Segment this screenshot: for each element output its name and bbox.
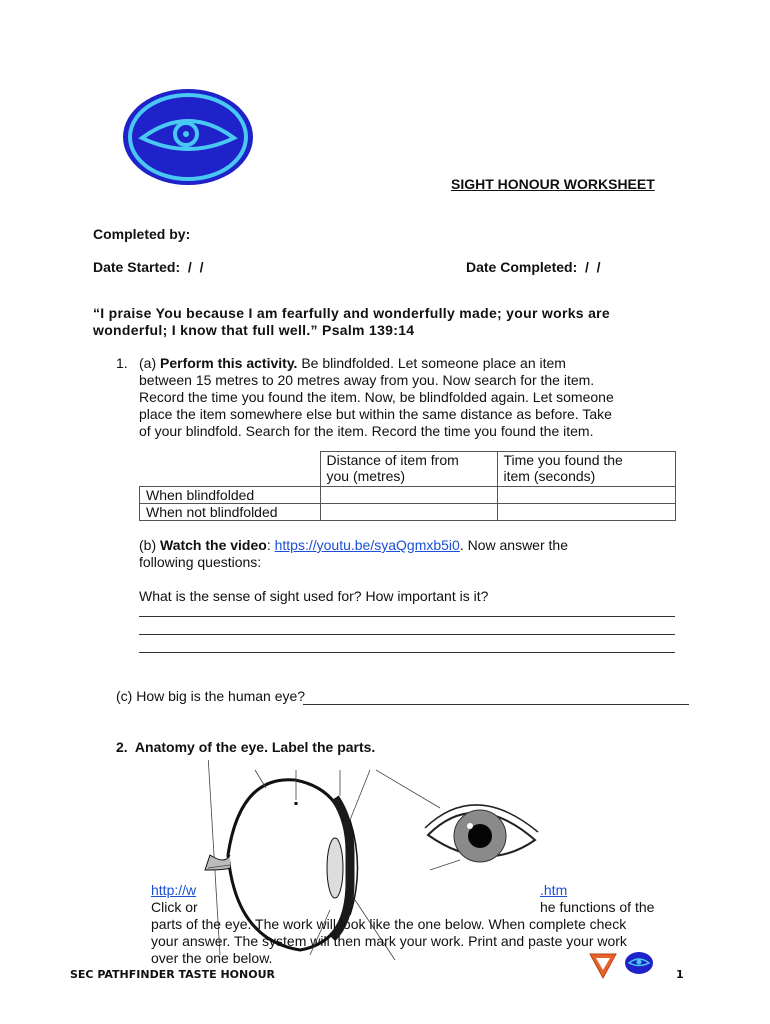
table-row (140, 487, 676, 504)
anatomy-link-end[interactable]: .htm (540, 882, 568, 898)
quote-line: “I praise You because I am fearfully and wonderfully made; your works are (93, 305, 610, 321)
q1-a-line: between 15 metres to 20 metres away from you. Now search for the item. (139, 372, 595, 388)
q2-line: parts of the eye. The work will look like the one below. When complete check (151, 916, 627, 932)
date-started-label: Date Started: / / (93, 259, 204, 275)
table-header: Distance of item from you (metres) (320, 452, 497, 487)
distance-cell[interactable] (320, 504, 497, 521)
q2-line: your answer. The system will then mark your work. Print and paste your work (151, 933, 627, 949)
page-number: 1 (676, 968, 684, 981)
q1-number: 1. (116, 355, 128, 371)
q1-b-prefix: (b) (139, 537, 160, 553)
q1-b-colon: : (266, 537, 275, 553)
q2-line: over the one below. (151, 950, 273, 966)
q1-a-line: place the item somewhere else but within the same distance as before. Take (139, 406, 612, 422)
q2-link-end (540, 882, 567, 899)
time-cell[interactable] (497, 504, 675, 521)
q1-video (139, 537, 679, 571)
eye-size-question: (c) How big is the human eye? (116, 688, 306, 704)
anatomy-link-start[interactable]: http://w (151, 882, 197, 898)
q1-activity (139, 355, 679, 440)
q2-text-start: Click or (151, 899, 198, 915)
q1-a-line: Record the time you found the item. Now, be blindfolded again. Let someone (139, 389, 614, 405)
table-row (140, 504, 676, 521)
video-link[interactable]: https://youtu.be/syaQgmxb5i0 (274, 537, 460, 553)
eye-size-answer-line[interactable] (303, 704, 689, 705)
q1-a-line: of your blindfold. Search for the item. Record the time you found the item. (139, 423, 594, 439)
q2-title: 2. Anatomy of the eye. Label the parts. (116, 739, 376, 755)
table-header: Time you found the item (seconds) (497, 452, 675, 487)
time-cell[interactable] (497, 487, 675, 504)
sight-question: What is the sense of sight used for? How important is it? (139, 588, 489, 604)
q1-a-prefix: (a) (139, 355, 160, 371)
footer-title: SEC PATHFINDER TASTE HONOUR (70, 968, 275, 981)
pathfinder-emblem-icon (588, 950, 618, 980)
psalm-quote (93, 305, 610, 339)
search-time-table (139, 451, 676, 521)
table-row-label: When blindfolded (140, 487, 321, 504)
distance-cell[interactable] (320, 487, 497, 504)
q2-text-end: he functions of the (540, 899, 655, 915)
eye-badge-logo (120, 86, 256, 188)
quote-line: wonderful; I know that full well.” Psalm 139:14 (93, 322, 415, 338)
table-row-label: When not blindfolded (140, 504, 321, 521)
q1-b-text: . Now answer the (459, 537, 568, 553)
q2-link-start (151, 882, 196, 899)
answer-line[interactable] (139, 634, 675, 635)
table-corner (140, 452, 321, 487)
answer-line[interactable] (139, 616, 675, 617)
page-title: SIGHT HONOUR WORKSHEET (451, 176, 655, 192)
completed-by-label: Completed by: (93, 226, 191, 242)
q1-a-text: Be blindfolded. Let someone place an item (297, 355, 566, 371)
answer-line[interactable] (139, 652, 675, 653)
date-completed-label: Date Completed: / / (466, 259, 601, 275)
q1-b-text: following questions: (139, 554, 262, 570)
eye-honour-icon (624, 951, 654, 975)
q1-b-heading: Watch the video (160, 537, 267, 553)
q1-a-heading: Perform this activity. (160, 355, 298, 371)
